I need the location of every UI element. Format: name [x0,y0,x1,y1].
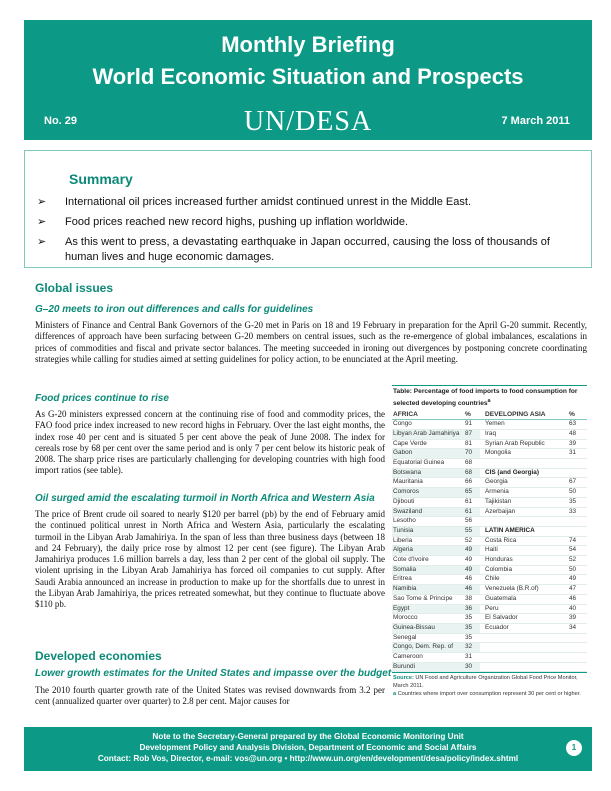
table-cell-country: Peru [484,604,568,614]
table-cell-value: 30 [464,662,480,672]
table-cell-country: Libyan Arab Jamahiriya [392,429,464,439]
col-africa: AFRICA [392,410,464,420]
brand-logo: UN/DESA [243,106,373,137]
table-cell-country: Somalia [392,565,464,575]
table-cell-value: 67 [568,478,587,488]
table-source: Source: UN Food and Agriculture Organization Global Food Price Monitor, March 2011. a Countries where import over consumption represent 30 per cent or higher. [392,672,587,700]
section-heading-developed: Developed economies [35,649,162,663]
table-cell-country: Cape Verde [392,439,464,449]
table-row [392,449,587,459]
food-import-table [392,385,587,700]
table-cell-value: 46 [568,594,587,604]
table-cell-value: 63 [568,420,587,430]
table-row [392,556,587,566]
table-cell-value: 33 [568,507,587,517]
table-cell-value: 61 [464,497,480,507]
arrow-bullet-icon: ➢ [37,216,47,228]
table-cell-country: El Salvador [484,614,568,624]
issue-date: 7 March 2011 [501,115,570,127]
table-row [392,507,587,517]
table-row [392,604,587,614]
col-pct-right: % [568,410,587,420]
table-row [392,536,587,546]
issue-number: No. 29 [44,115,78,127]
table-cell-country [484,459,568,469]
title-line-1: Monthly Briefing [221,32,395,57]
subheading-g20: G–20 meets to iron out differences and calls for guidelines [35,304,314,315]
table-cell-country [484,517,568,527]
title-line-2: World Economic Situation and Prospects [92,64,524,89]
table-cell-country [484,653,568,663]
table-cell-value: 40 [568,604,587,614]
subheading-food-prices: Food prices continue to rise [35,393,169,404]
table-cell-country: Tajikistan [484,497,568,507]
table-cell-country: Azerbaijan [484,507,568,517]
masthead [24,20,592,140]
table-cell-value: 91 [464,420,480,430]
table-cell-value: 35 [568,497,587,507]
table-cell-country: CIS (and Georgia) [484,468,568,478]
table-row [392,594,587,604]
table-cell-country: Iraq [484,429,568,439]
table-cell-value: 39 [568,614,587,624]
table-row [392,459,587,469]
table-cell-country: Guatemala [484,594,568,604]
table-cell-country: Mongolia [484,449,568,459]
table-cell-country: Congo [392,420,464,430]
table-cell-value: 68 [464,459,480,469]
table-cell-value: 36 [464,604,480,614]
table-cell-country: Lesotho [392,517,464,527]
table-row [392,478,587,488]
table-caption: Table: Percentage of food imports to food consumption for selected developing countries$^a$ [393,388,578,407]
table-cell-country: Gabon [392,449,464,459]
table-cell-value: 35 [464,633,480,643]
table-grid [392,410,587,672]
table-cell-value: 38 [464,594,480,604]
table-cell-value: 50 [568,488,587,498]
col-developing-asia: DEVELOPING ASIA [484,410,568,420]
table-cell-country: Chile [484,575,568,585]
table-cell-country: Botswana [392,468,464,478]
table-cell-value [568,468,587,478]
section-heading-global: Global issues [35,281,114,295]
table-cell-value: 52 [568,556,587,566]
table-cell-country: Burundi [392,662,464,672]
table-cell-value: 50 [568,565,587,575]
table-cell-value: 49 [568,575,587,585]
table-cell-country: Algeria [392,546,464,556]
table-cell-country: Equatorial Guinea [392,459,464,469]
table-body [392,420,587,672]
table-cell-country: Yemen [484,420,568,430]
footer-line-3: Contact: Rob Vos, Director, e-mail: vos@un.org • http://www.un.org/en/development/desa/policy/index.shtml [97,754,519,763]
table-row [392,526,587,536]
summary-item: ➢ International oil prices increased further amidst continued unrest in the Middle East. [37,196,471,208]
footer-line-1: Note to the Secretary-General prepared by the Global Economic Monitoring Unit [152,732,464,741]
table-cell-value: 34 [568,623,587,633]
table-row [392,565,587,575]
table-cell-country: Cameroon [392,653,464,663]
paragraph-oil: The price of Brent crude oil soared to nearly $120 per barrel (pb) by the end of February amid the continued political unrest in North Africa and Western Asia, particularly the escalating turmoil in the Libyan Arab Jamahiriya. In the span of less than three business days (between 18 and 24 February), the daily price rose by almost 12 per cent (see figure). The Libyan Arab Jamahiriya produces 1.6 million barrels a day, less than 2 per cent of the global oil supply. The violent uprising in the Libyan Arab Jamahiriya has forced oil companies to cut supply. After Saudi Arabia announced an increase in production to make up for the shortfalls due to unrest in the Libyan Arab Jamahiriya, the prices retreated somewhat, but they continue to fluctuate above $110 pb. [35,509,385,610]
table-cell-value [568,526,587,536]
table-cell-country: Colombia [484,565,568,575]
table-cell-country: Ecuador [484,623,568,633]
paragraph-us-growth: The 2010 fourth quarter growth rate of the United States was revised downwards from 3.2 per cent (annualized quarter over quarter) to 2.8 per cent. Major causes for [35,685,385,707]
table-cell-country [484,633,568,643]
table-header-row [392,410,587,420]
paragraph-g20: Ministers of Finance and Central Bank Governors of the G-20 met in Paris on 18 and 19 February in preparation for the April G-20 summit. Recently, differences of approach have been surfacing between G-20 members on central issues, such as the re-emergence of global imbalances, escalations in prices of commodities and fiscal and private sector balances. The meeting succeeded in ironing out divergences by postponing concrete coordinating strategies while calling for studies aimed at setting guidelines for policy action, to be enunciated at the April meeting. [35,320,587,364]
page-number: 1 [566,740,582,756]
table-cell-country: Congo, Dem. Rep. of [392,643,464,653]
table-cell-value: 87 [464,429,480,439]
table-row [392,468,587,478]
table-cell-value: 48 [568,429,587,439]
table-cell-value: 49 [464,546,480,556]
table-cell-country: Comoros [392,488,464,498]
table-cell-country: Tunisia [392,526,464,536]
table-cell-country: Egypt [392,604,464,614]
table-cell-country: Guinea-Bissau [392,623,464,633]
table-cell-country: Georgia [484,478,568,488]
table-cell-country: Costa Rica [484,536,568,546]
col-pct-left: % [464,410,480,420]
table-cell-value: 31 [568,449,587,459]
table-cell-value: 31 [464,653,480,663]
table-cell-value [568,653,587,663]
table-cell-country [484,662,568,672]
table-row [392,653,587,663]
table-cell-value: 39 [568,439,587,449]
table-cell-country: Mauritania [392,478,464,488]
table-row [392,420,587,430]
table-cell-value: 35 [464,614,480,624]
table-cell-country: Venezuela (B.R.of) [484,585,568,595]
table-row [392,546,587,556]
table-cell-value: 46 [464,575,480,585]
table-cell-value: 49 [464,565,480,575]
table-cell-country [484,643,568,653]
table-cell-country: Namibia [392,585,464,595]
table-cell-value: 49 [464,556,480,566]
table-cell-value: 47 [568,585,587,595]
table-cell-value [568,662,587,672]
table-cell-value [568,459,587,469]
table-cell-value: 61 [464,507,480,517]
paragraph-food-prices: As G-20 ministers expressed concern at the continuing rise of food and commodity prices, the FAO food price index increased to new record highs in February. Over the last eight months, the index rose 40 per cent and is situated 5 per cent above the peak of June 2008. The index for cereals rose by 68 per cent over the same period and is only 7 per cent below its historic peak of 2008. The sharp price rises are particularly challenging for developing countries with high food import ratios (see table). [35,409,385,476]
table-cell-country: Morocco [392,614,464,624]
table-cell-value: 65 [464,488,480,498]
footer-line-2: Development Policy and Analysis Division, Department of Economic and Social Affairs [139,743,477,752]
table-cell-value: 70 [464,449,480,459]
summary-box [24,150,592,268]
table-row [392,488,587,498]
summary-heading: Summary [69,171,133,187]
table-row [392,575,587,585]
table-cell-country: Cote d'Ivoire [392,556,464,566]
subheading-us-growth: Lower growth estimates for the United States and impasse over the budget [35,668,392,679]
table-cell-value [568,517,587,527]
table-cell-value: 81 [464,439,480,449]
table-row [392,585,587,595]
table-cell-country: Syrian Arab Republic [484,439,568,449]
summary-item: ➢ Food prices reached new record highs, pushing up inflation worldwide. [37,216,409,228]
table-cell-value: 55 [464,526,480,536]
summary-item: ➢ As this went to press, a devastating earthquake in Japan occurred, causing the loss of thousands of human lives and huge economic damages. [37,236,550,263]
table-cell-country: Djibouti [392,497,464,507]
table-row [392,439,587,449]
table-cell-value: 35 [464,623,480,633]
table-cell-country: Armenia [484,488,568,498]
arrow-bullet-icon: ➢ [37,196,47,208]
summary-list [35,195,575,270]
table-cell-country: Haiti [484,546,568,556]
table-cell-country: Sao Tome & Principe [392,594,464,604]
table-cell-value [568,643,587,653]
table-row [392,633,587,643]
arrow-bullet-icon: ➢ [37,236,47,248]
table-cell-value: 52 [464,536,480,546]
table-cell-value: 32 [464,643,480,653]
table-row [392,517,587,527]
table-row [392,497,587,507]
subheading-oil: Oil surged amid the escalating turmoil in North Africa and Western Asia [35,493,375,504]
table-cell-value: 56 [464,517,480,527]
table-row [392,643,587,653]
table-cell-country: LATIN AMERICA [484,526,568,536]
table-cell-value: 66 [464,478,480,488]
table-row [392,614,587,624]
table-cell-value: 74 [568,536,587,546]
table-cell-value: 54 [568,546,587,556]
table-cell-country: Senegal [392,633,464,643]
footer-bar [24,727,592,771]
table-cell-country: Eritrea [392,575,464,585]
table-cell-country: Honduras [484,556,568,566]
table-cell-value: 68 [464,468,480,478]
table-cell-country: Liberia [392,536,464,546]
table-cell-value: 46 [464,585,480,595]
table-row [392,662,587,672]
table-row [392,429,587,439]
table-row [392,623,587,633]
table-cell-country: Swaziland [392,507,464,517]
table-cell-value [568,633,587,643]
